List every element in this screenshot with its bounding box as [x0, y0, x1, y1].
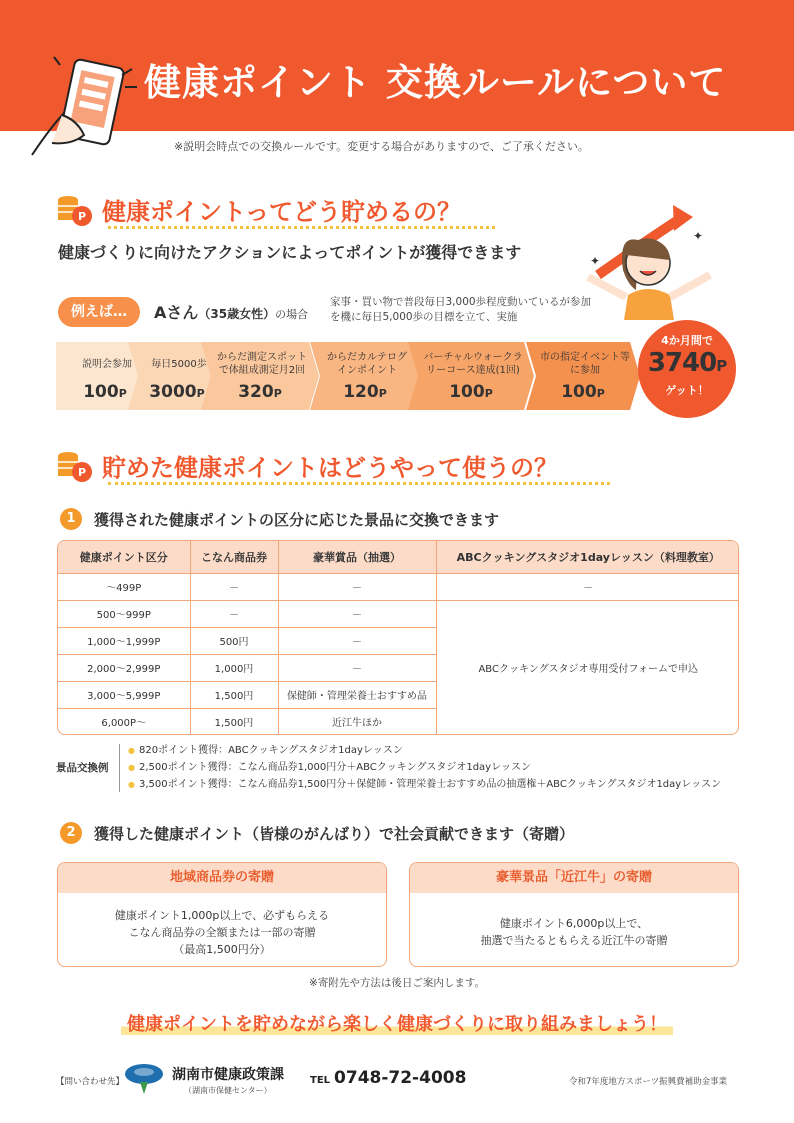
examples-bracket [119, 744, 125, 792]
contact-label: 【問い合わせ先】 [56, 1077, 125, 1087]
step-label: からだカルテログインポイント [327, 352, 407, 376]
example-badge: 例えば… [58, 297, 140, 327]
section1-lead: 健康づくりに向けたアクションによってポイントが獲得できます [58, 243, 522, 262]
table-cell: ～499P [58, 573, 190, 600]
donation-voucher-line: 健康ポイント1,000p以上で、必ずもらえる [114, 909, 330, 922]
total-badge-value: 3740P [647, 348, 727, 378]
list-item: ● 3,500ポイント獲得：こなん商品券1,500円分＋保健師・管理栄養士おすすめ品の抽選権＋ABCクッキングスタジオ1dayレッスン [128, 776, 721, 793]
table-row [58, 600, 739, 627]
donation-voucher-body [58, 893, 386, 958]
table-header: ABCクッキングスタジオ1dayレッスン（料理教室） [436, 541, 739, 573]
table-cell: － [436, 573, 739, 600]
cta-text: 健康ポイントを貯めながら楽しく健康づくりに取り組みましょう！ [121, 1014, 673, 1035]
donation-voucher-title: 地域商品券の寄贈 [58, 863, 386, 893]
sub2-number: 2 [60, 822, 82, 844]
table-cell: 保健師・管理栄養士おすすめ品 [278, 681, 436, 708]
person-tail: の場合 [275, 308, 309, 321]
reward-table [57, 540, 739, 735]
section1-heading [56, 190, 461, 228]
svg-text:✦: ✦ [590, 254, 601, 268]
example-description: 家事・買い物で普段毎日3,000歩程度動いているが参加を機に毎日5,000歩の目標を立て、実施 [330, 296, 592, 323]
step-item [201, 342, 319, 410]
step-points: 100P [561, 382, 605, 402]
funding-note: 令和7年度地方スポーツ振興費補助金事業 [569, 1077, 728, 1087]
header-banner [0, 0, 794, 131]
step-points: 100P [83, 382, 127, 402]
donation-voucher-line: （最高1,500円分） [173, 943, 271, 956]
svg-text:✦: ✦ [693, 229, 704, 243]
step-points: 3000P [149, 382, 205, 402]
table-merged-cell: ABCクッキングスタジオ専用受付フォームで申込 [478, 664, 699, 676]
coin-stack-icon [56, 446, 94, 484]
step-label: 毎日5000歩 [151, 358, 207, 370]
table-cell: － [190, 573, 278, 600]
table-cell: 近江牛ほか [278, 708, 436, 735]
table-cell: 6,000P～ [58, 708, 190, 735]
sub1-heading [60, 508, 499, 530]
table-cell: 500円 [190, 627, 278, 654]
telephone [310, 1068, 466, 1088]
step-item [408, 342, 534, 410]
total-badge-bottom: ゲット！ [665, 384, 709, 397]
phone-hand-illustration [22, 55, 142, 160]
step-label: 説明会参加 [82, 358, 132, 370]
donation-beef-body [410, 893, 738, 949]
example-person [154, 300, 308, 323]
total-badge-top: 4か月間で [661, 334, 713, 347]
table-cell: － [278, 654, 436, 681]
table-cell: 500～999P [58, 600, 190, 627]
coin-stack-icon [56, 190, 94, 228]
sub2-heading [60, 822, 574, 844]
step-points: 120P [343, 382, 387, 402]
section2-underline [108, 482, 610, 485]
page-title: 健康ポイント 交換ルールについて [144, 61, 727, 104]
table-cell: 1,000円 [190, 654, 278, 681]
section1-underline [108, 226, 495, 229]
sub1-number: 1 [60, 508, 82, 530]
header-note: ※説明会時点での交換ルールです。変更する場合がありますので、ご了承ください。 [174, 140, 589, 153]
list-item: ● 2,500ポイント獲得：こなん商品券1,000円分＋ABCクッキングスタジオ1dayレッスン [128, 759, 721, 776]
donation-voucher-line: こなん商品券の全額または一部の寄贈 [128, 926, 316, 939]
table-row [58, 573, 739, 600]
table-cell: 1,500円 [190, 708, 278, 735]
step-item [526, 342, 640, 410]
section1-title: 健康ポイントってどう貯めるの？ [102, 197, 462, 226]
step-label: 市の指定イベント等に参加 [540, 352, 630, 376]
list-item: ● 820ポイント獲得：ABCクッキングスタジオ1dayレッスン [128, 742, 721, 759]
section2-title: 貯めた健康ポイントはどうやって使うの？ [102, 453, 558, 482]
table-cell: － [278, 627, 436, 654]
table-cell: － [190, 600, 278, 627]
table-cell: 1,000～1,999P [58, 627, 190, 654]
step-label: からだ測定スポットで体組成測定月2回 [217, 352, 307, 376]
table-cell: 3,000～5,999P [58, 681, 190, 708]
step-item [310, 342, 420, 410]
tel-number: 0748-72-4008 [334, 1068, 467, 1088]
step-points: 320P [238, 382, 282, 402]
table-header: こなん商品券 [190, 541, 278, 573]
donation-beef-title: 豪華景品「近江牛」の寄贈 [410, 863, 738, 893]
person-name: Aさん [154, 303, 199, 322]
points-steps [56, 342, 640, 410]
donation-note: ※寄附先や方法は後日ご案内します。 [309, 977, 485, 989]
org-name: 湖南市健康政策課 [172, 1067, 284, 1083]
donation-beef-line: 抽選で当たるともらえる近江牛の寄贈 [480, 934, 668, 947]
step-label: バーチャルウォークラリーコース達成(1回) [423, 352, 523, 376]
svg-text:P: P [77, 466, 87, 479]
examples-label: 景品交換例 [56, 762, 109, 774]
call-to-action [0, 1010, 794, 1036]
donation-voucher-box [57, 862, 387, 967]
table-cell: 1,500円 [190, 681, 278, 708]
donation-beef-box [409, 862, 739, 967]
city-logo-icon [124, 1062, 164, 1096]
table-header: 健康ポイント区分 [58, 541, 190, 573]
section2-heading [56, 446, 558, 484]
person-detail: （35歳女性） [198, 307, 276, 321]
step-points: 100P [449, 382, 493, 402]
sub1-title: 獲得された健康ポイントの区分に応じた景品に交換できます [94, 510, 500, 529]
org-sub: （湖南市保健センター） [184, 1086, 272, 1095]
svg-text:P: P [77, 210, 87, 223]
table-header: 豪華賞品（抽選） [278, 541, 436, 573]
table-cell: － [278, 600, 436, 627]
tel-prefix: TEL [310, 1075, 331, 1086]
sub2-title: 獲得した健康ポイント（皆様のがんばり）で社会貢献できます（寄贈） [94, 824, 575, 843]
total-points-badge [638, 320, 736, 418]
table-cell: 2,000～2,999P [58, 654, 190, 681]
examples-list [128, 742, 721, 793]
table-cell: － [278, 573, 436, 600]
donation-beef-line: 健康ポイント6,000p以上で、 [499, 917, 649, 930]
table-header-row [58, 541, 739, 573]
